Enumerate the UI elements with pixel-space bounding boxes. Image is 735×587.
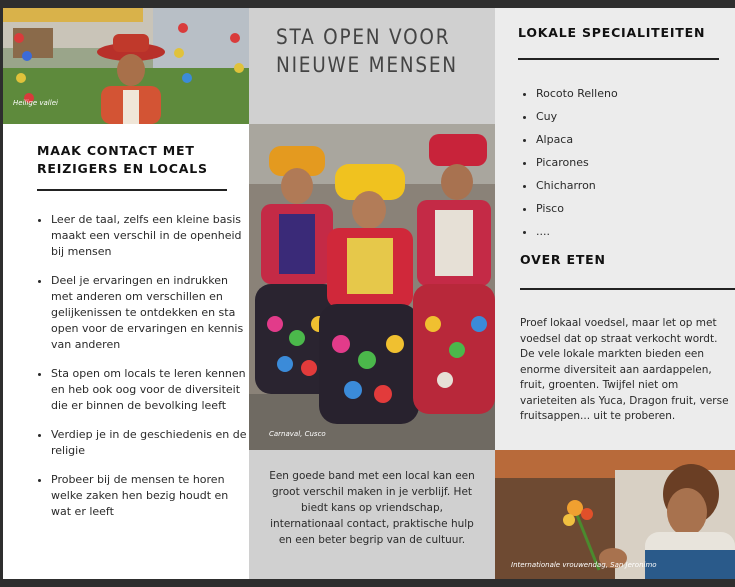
photo-carnaval-cusco — [249, 124, 495, 450]
list-item: • Pisco — [536, 197, 618, 220]
contact-tips-list — [33, 212, 247, 520]
photo-heilige-vallei — [3, 8, 249, 124]
band-text: Een goede band met een local kan een groot verschil maken in je verblijf. Het biedt kans op vriendschap, internationaal contact, praktische hulp en een beter begrip van de cultuur. — [269, 470, 475, 546]
food-text-line: De vele lokale markten bieden een — [520, 348, 705, 360]
food-text-line: fruitsappen... uit te proberen. — [520, 410, 676, 422]
list-item: • Cuy — [536, 105, 618, 128]
page-title — [276, 23, 458, 79]
food-text-line: Proef lokaal voedsel, maar let op met — [520, 317, 717, 329]
list-item: • Deel je ervaringen en indrukken met anderen om verschillen en gelijkenissen te ontdekken en sta open voor de ervaringen en kennis van anderen — [51, 273, 247, 353]
list-item: • Verdiep je in de geschiedenis en de religie — [51, 427, 247, 459]
list-item: • .... — [536, 220, 618, 243]
list-item: • Sta open om locals te leren kennen en heb ook oog voor de diversiteit die er binnen de bevolking leeft — [51, 366, 247, 414]
specialties-divider — [518, 58, 719, 60]
food-section — [495, 8, 735, 450]
contact-section — [3, 124, 249, 579]
contact-heading-line2: REIZIGERS EN LOCALS — [37, 161, 208, 176]
food-heading: OVER ETEN — [520, 252, 606, 267]
food-text-line: fruit, groenten. Twijfel niet om — [520, 379, 679, 391]
list-item: • Probeer bij de mensen te horen welke zaken hen bezig houdt en wat er leeft — [51, 472, 247, 520]
specialties-list — [518, 82, 618, 243]
photo-caption: Heilige vallei — [13, 99, 58, 107]
contact-heading — [37, 142, 208, 178]
list-item: • Chicharron — [536, 174, 618, 197]
specialties-heading: LOKALE SPECIALITEITEN — [518, 25, 706, 40]
food-divider — [520, 288, 735, 290]
page-title-line1: STA OPEN VOOR — [276, 25, 451, 49]
food-text — [520, 316, 734, 425]
food-text-line: enorme diversiteit aan aardappelen, — [520, 363, 712, 376]
food-text-line: varieteiten als Yuca, Dragon fruit, verse — [520, 394, 729, 407]
contact-heading-line1: MAAK CONTACT MET — [37, 143, 195, 158]
photo-caption: Carnaval, Cusco — [269, 430, 326, 438]
brochure-page — [3, 8, 735, 579]
list-item: • Picarones — [536, 151, 618, 174]
list-item: • Leer de taal, zelfs een kleine basis maakt een verschil in de openheid bij mensen — [51, 212, 247, 260]
contact-divider — [37, 189, 227, 191]
photo-vrouwendag — [495, 450, 735, 579]
food-text-line: voedsel dat op straat verkocht wordt. — [520, 332, 718, 345]
list-item: • Rocoto Relleno — [536, 82, 618, 105]
band-text-panel — [249, 450, 495, 579]
page-title-line2: NIEUWE MENSEN — [276, 53, 458, 77]
photo-caption: Internationale vrouwendag, San Jeronimo — [511, 561, 657, 569]
list-item: • Alpaca — [536, 128, 618, 151]
title-panel — [249, 8, 495, 124]
